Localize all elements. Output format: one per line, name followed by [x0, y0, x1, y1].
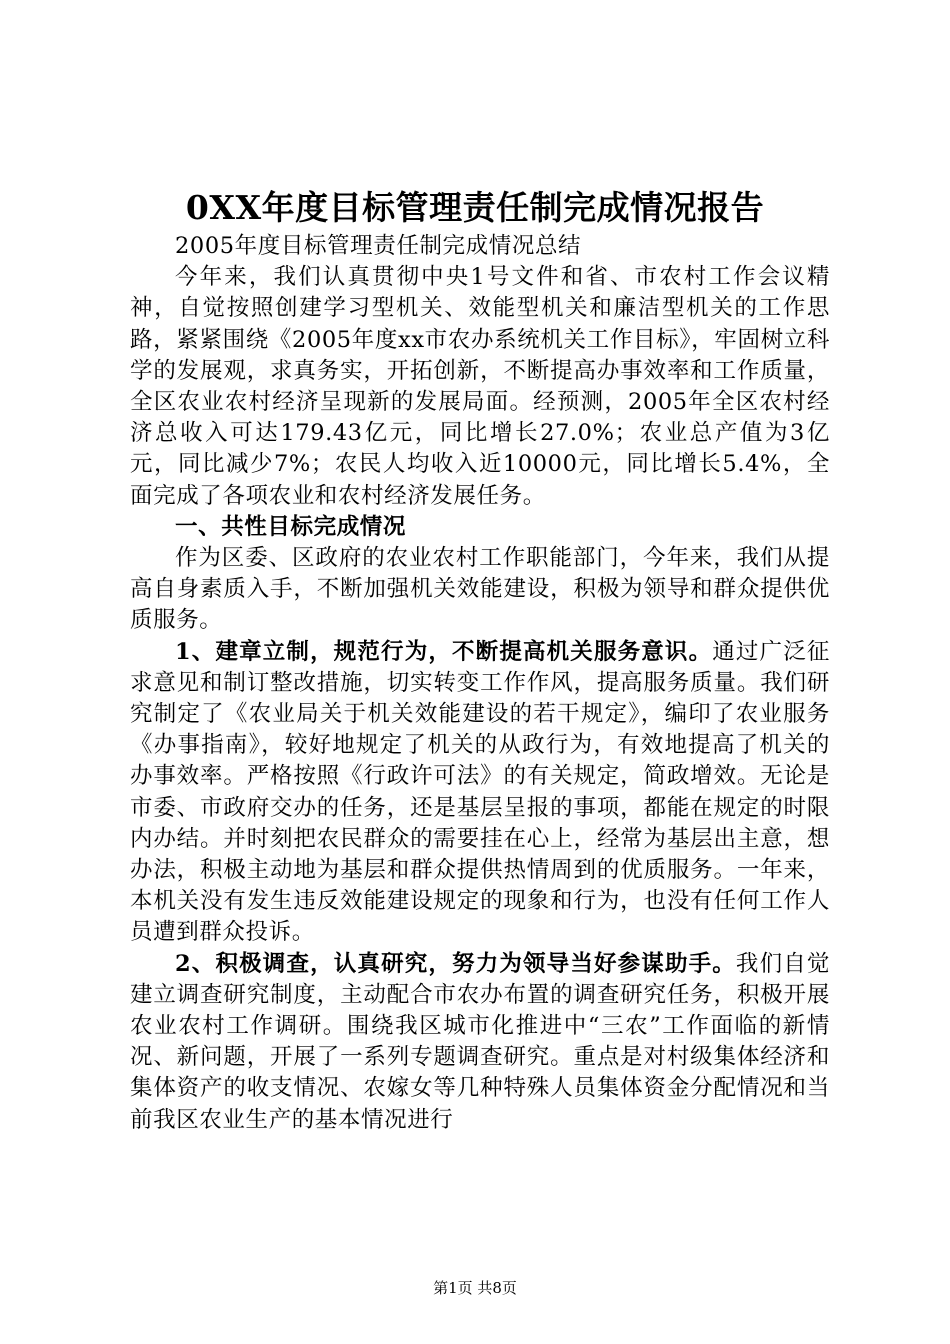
item-1-text: 通过广泛征求意见和制订整改措施，切实转变工作作风，提高服务质量。我们研究制定了《农业局关于机关效能建设的若干规定》，编印了农业服务《办事指南》，较好地规定了机关的从政行为，有效地提高了机关的办事效率。严格按照《行政许可法》的有关规定，简政增效。无论是市委、市政府交办的任务，还是基层呈报的事项，都能在规定的时限内办结。并时刻把农民群众的需要挂在心上，经常为基层出主意，想办法，积极主动地为基层和群众提供热情周到的优质服务。一年来，本机关没有发生违反效能建设规定的现象和行为，也没有任何工作人员遭到群众投诉。	[130, 638, 830, 946]
item-2-paragraph	[130, 949, 830, 1136]
section-heading: 一、共性目标完成情况	[175, 513, 407, 540]
document-body	[130, 231, 830, 1136]
item-1-heading: 1、建章立制，规范行为，不断提高机关服务意识。	[175, 638, 713, 665]
item-1-paragraph	[130, 637, 830, 949]
intro-paragraph: 今年来，我们认真贯彻中央1号文件和省、市农村工作会议精神，自觉按照创建学习型机关、效能型机关和廉洁型机关的工作思路，紧紧围绕《2005年度xx市农办系统机关工作目标》，牢固树立科学的发展观，求真务实，开拓创新，不断提高办事效率和工作质量，全区农业农村经济呈现新的发展局面。经预测，2005年全区农村经济总收入可达179.43亿元，同比增长27.0%；农业总产值为3亿元，同比减少7%；农民人均收入近10000元，同比增长5.4%，全面完成了各项农业和农村经济发展任务。	[130, 264, 830, 509]
document-subtitle: 2005年度目标管理责任制完成情况总结	[175, 233, 582, 259]
document-title: 0XX年度目标管理责任制完成情况报告	[185, 188, 765, 227]
item-2-heading: 2、积极调查，认真研究，努力为领导当好参谋助手。	[175, 950, 736, 977]
page-footer: 第1页 共8页	[433, 1279, 517, 1297]
item-2-text: 我们自觉建立调查研究制度，主动配合市农办布置的调查研究任务，积极开展农业农村工作调研。围绕我区城市化推进中“三农”工作面临的新情况、新问题，开展了一系列专题调查研究。重点是对村级集体经济和集体资产的收支情况、农嫁女等几种特殊人员集体资金分配情况和当前我区农业生产的基本情况进行	[130, 950, 830, 1133]
section-intro-paragraph: 作为区委、区政府的农业农村工作职能部门，今年来，我们从提高自身素质入手，不断加强机关效能建设，积极为领导和群众提供优质服务。	[130, 545, 830, 634]
